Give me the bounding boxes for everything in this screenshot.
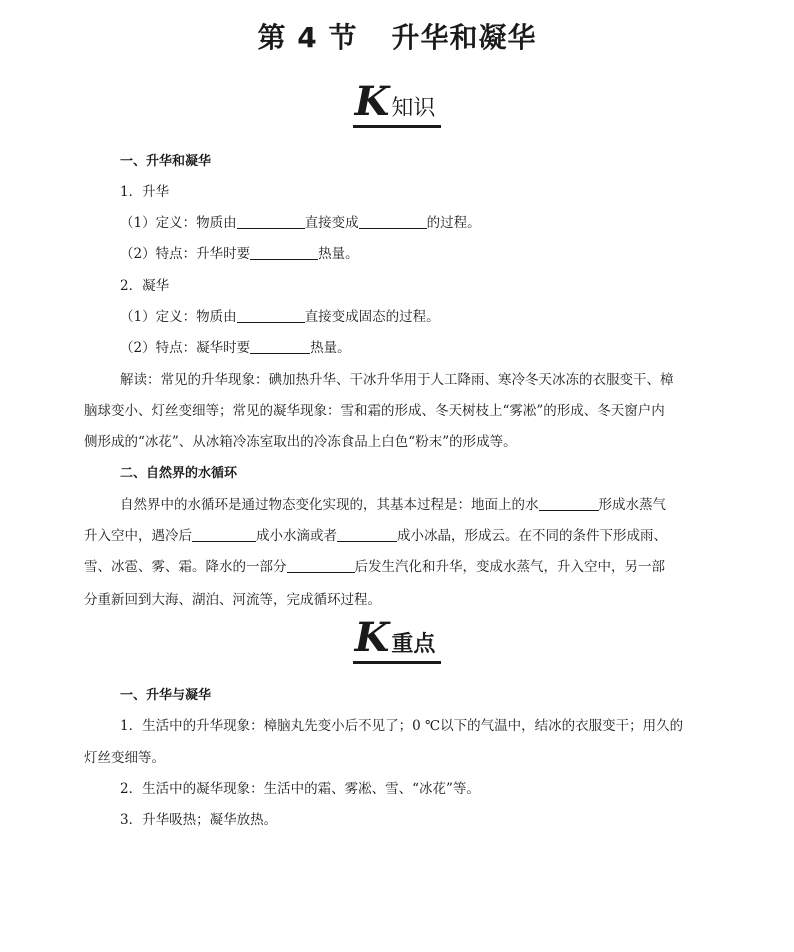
fill-blank [192,527,256,542]
key-point-3: 3．升华吸热；凝华放热。 [120,812,278,828]
fill-blank [287,558,355,573]
water-cycle-line: 升入空中，遇冷后 成小水滴或者 成小冰晶，形成云。在不同的条件下形成雨、 [84,528,667,544]
key-point-1-cont: 灯丝变细等。 [84,750,165,766]
heading-sublimation-deposition: 一、升华和凝华 [120,154,212,169]
fill-blank [359,214,427,229]
heading-water-cycle: 二、自然界的水循环 [120,466,238,481]
fill-blank [250,245,318,260]
knowledge-label: 知识 [391,96,436,121]
sublimation-heading: 1．升华 [120,184,170,200]
water-cycle-line: 雪、冰雹、雾、霜。降水的一部分 后发生汽化和升华，变成水蒸气，升入空中，另一部 [84,559,665,575]
heading-sublimation-and-deposition: 一、升华与凝华 [120,688,212,703]
section-name: 升华和凝华 [391,21,537,54]
note-line: 侧形成的“冰花”、从冰箱冷冻室取出的冷冻食品上白色“粉末”的形成等。 [84,434,517,450]
fill-blank [237,214,305,229]
water-cycle-line: 自然界中的水循环是通过物态变化实现的，其基本过程是：地面上的水 形成水蒸气 [120,497,666,513]
k-logo: K [354,614,390,661]
deposition-heading: 2．凝华 [120,278,170,294]
fill-blank [250,339,310,354]
note-line: 脑球变小、灯丝变细等；常见的凝华现象：雪和霜的形成、冬天树枝上“雾凇”的形成、冬天窗户内 [84,403,665,419]
key-section-header [0,614,794,664]
fill-blank [337,527,397,542]
key-label: 重点 [391,632,436,657]
fill-blank [237,308,305,323]
key-point-2: 2．生活中的凝华现象：生活中的霜、雾凇、雪、“冰花”等。 [120,781,480,797]
deposition-definition: （1）定义：物质由 直接变成固态的过程。 [120,309,440,325]
page-title [0,16,794,56]
fill-blank [539,496,599,511]
key-point-1: 1．生活中的升华现象：樟脑丸先变小后不见了；0 ℃以下的气温中，结冰的衣服变干；用久的 [120,718,684,734]
section-number: 第 4 节 [257,21,358,54]
note-line: 解读：常见的升华现象：碘加热升华、干冰升华用于人工降雨、寒冷冬天冰冻的衣服变干、樟 [120,372,674,388]
k-logo: K [354,78,390,125]
deposition-feature: （2）特点：凝华时要 热量。 [120,340,351,356]
sublimation-feature: （2）特点：升华时要 热量。 [120,246,359,262]
sublimation-definition: （1）定义：物质由 直接变成 的过程。 [120,215,481,231]
water-cycle-line: 分重新回到大海、湖泊、河流等，完成循环过程。 [84,592,381,608]
knowledge-section-header [0,78,794,128]
